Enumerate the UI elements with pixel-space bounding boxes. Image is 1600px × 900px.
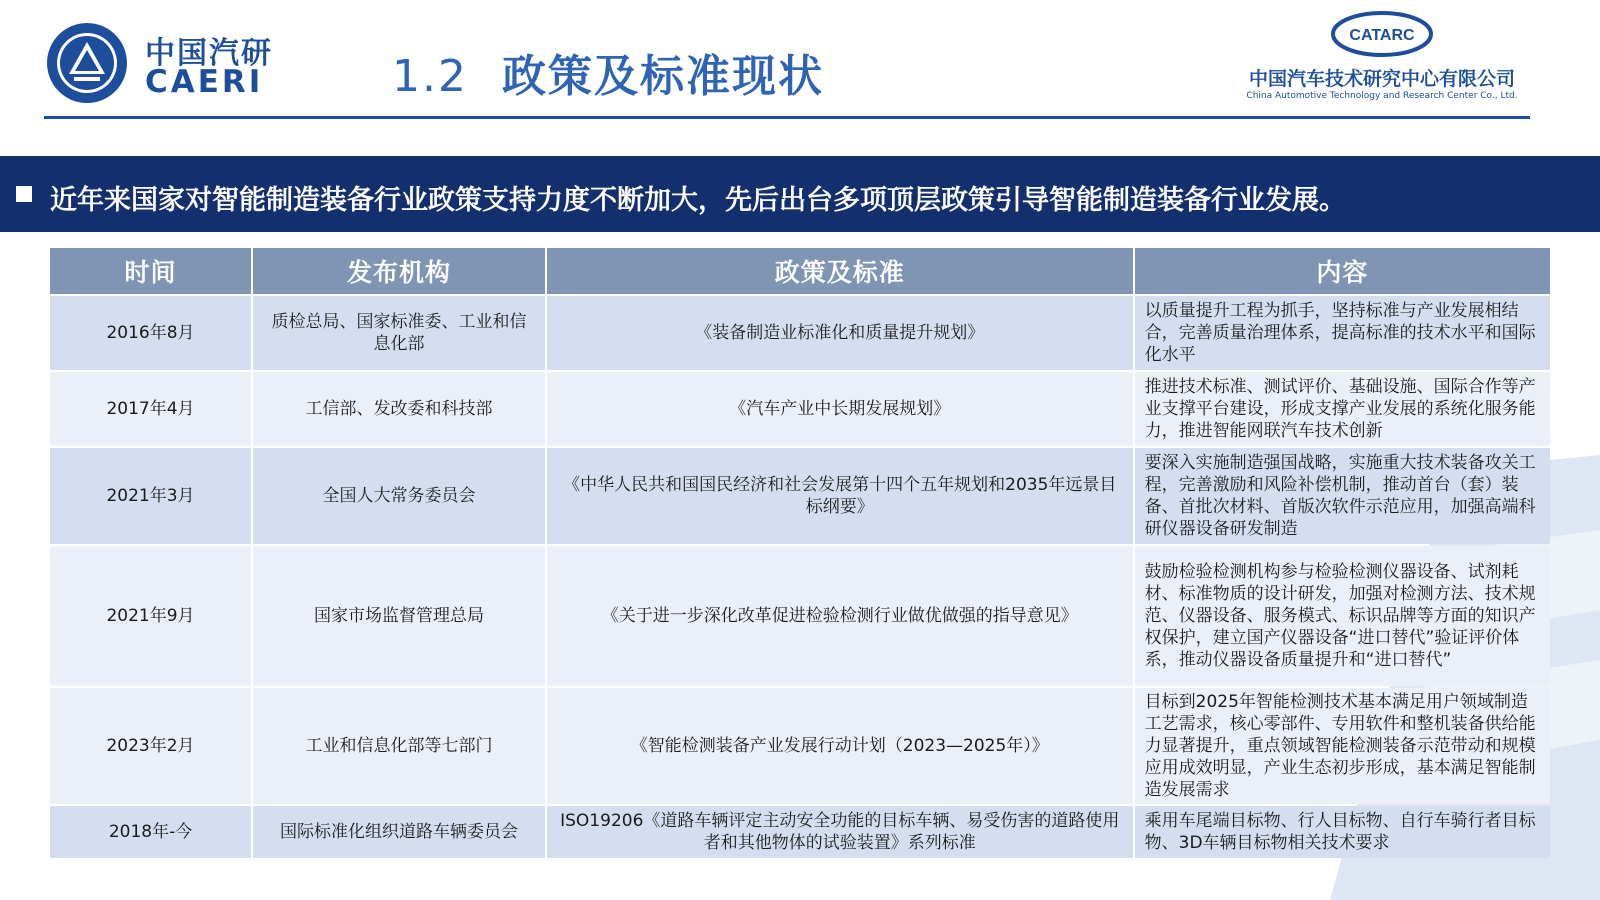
table-row	[50, 372, 1550, 446]
cell-agency: 国际标准化组织道路车辆委员会	[253, 806, 545, 858]
table-row	[50, 448, 1550, 544]
cell-content: 乘用车尾端目标物、行人目标物、自行车骑行者目标物、3D车辆目标物相关技术要求	[1135, 806, 1550, 858]
cell-agency: 工信部、发改委和科技部	[253, 372, 545, 446]
cell-policy: 《汽车产业中长期发展规划》	[547, 372, 1133, 446]
cell-content: 推进技术标准、测试评价、基础设施、国际合作等产业支撑平台建设，形成支撑产业发展的系统化服务能力，推进智能网联汽车技术创新	[1135, 372, 1550, 446]
table-row	[50, 296, 1550, 370]
cell-agency: 质检总局、国家标准委、工业和信息化部	[253, 296, 545, 370]
cell-agency: 全国人大常务委员会	[253, 448, 545, 544]
cell-content: 以质量提升工程为抓手，坚持标准与产业发展相结合，完善质量治理体系，提高标准的技术水平和国际化水平	[1135, 296, 1550, 370]
table-row	[50, 806, 1550, 858]
column-header-content: 内容	[1135, 248, 1550, 294]
column-header-agency: 发布机构	[253, 248, 545, 294]
policy-table	[48, 246, 1552, 860]
column-header-time: 时间	[50, 248, 251, 294]
brand-name-cn: 中国汽研	[145, 36, 273, 71]
cell-policy: 《中华人民共和国国民经济和社会发展第十四个五年规划和2035年远景目标纲要》	[547, 448, 1133, 544]
cell-time: 2017年4月	[50, 372, 251, 446]
cell-policy: 《关于进一步深化改革促进检验检测行业做优做强的指导意见》	[547, 546, 1133, 686]
square-bullet-icon	[16, 186, 32, 202]
company-name-en: China Automotive Technology and Research Center Co., Ltd.	[1246, 91, 1518, 101]
cell-agency: 国家市场监督管理总局	[253, 546, 545, 686]
catarc-logo	[1330, 10, 1434, 58]
cell-content: 要深入实施制造强国战略，实施重大技术装备攻关工程，完善激励和风险补偿机制，推动首台（套）装备、首批次材料、首版次软件示范应用，加强高端科研仪器设备研发制造	[1135, 448, 1550, 544]
cell-policy: 《装备制造业标准化和质量提升规划》	[547, 296, 1133, 370]
brand-name-en: CAERI	[145, 64, 264, 100]
cell-time: 2016年8月	[50, 296, 251, 370]
summary-text: 近年来国家对智能制造装备行业政策支持力度不断加大，先后出台多项顶层政策引导智能制造装备行业发展。	[50, 185, 1346, 216]
cell-time: 2021年9月	[50, 546, 251, 686]
cell-time: 2021年3月	[50, 448, 251, 544]
cell-content: 鼓励检验检测机构参与检验检测仪器设备、试剂耗材、标准物质的设计研发，加强对检测方法、技术规范、仪器设备、服务模式、标识品牌等方面的知识产权保护，建立国产仪器设备“进口替代”验证评价体系，推动仪器设备质量提升和“进口替代”	[1135, 546, 1550, 686]
table-row	[50, 546, 1550, 686]
summary-banner	[0, 156, 1600, 232]
page-title	[392, 40, 824, 104]
company-name-cn: 中国汽车技术研究中心有限公司	[1248, 68, 1515, 90]
cell-agency: 工业和信息化部等七部门	[253, 688, 545, 804]
cell-time: 2018年-今	[50, 806, 251, 858]
cell-policy: ISO19206《道路车辆评定主动安全功能的目标车辆、易受伤害的道路使用者和其他物体的试验装置》系列标准	[547, 806, 1133, 858]
table-row	[50, 688, 1550, 804]
section-title-text: 政策及标准现状	[502, 51, 824, 102]
cell-content: 目标到2025年智能检测技术基本满足用户领域制造工艺需求，核心零部件、专用软件和整机装备供给能力显著提升，重点领域智能检测装备示范带动和规模应用成效明显，产业生态初步形成，基本满足智能制造发展需求	[1135, 688, 1550, 804]
caeri-seal-logo	[46, 22, 128, 104]
cell-policy: 《智能检测装备产业发展行动计划（2023—2025年）》	[547, 688, 1133, 804]
table-header-row	[50, 248, 1550, 294]
cell-time: 2023年2月	[50, 688, 251, 804]
header-divider	[44, 116, 1530, 119]
catarc-logo-text: CATARC	[1349, 27, 1415, 44]
section-number: 1.2	[392, 51, 468, 102]
column-header-policy: 政策及标准	[547, 248, 1133, 294]
